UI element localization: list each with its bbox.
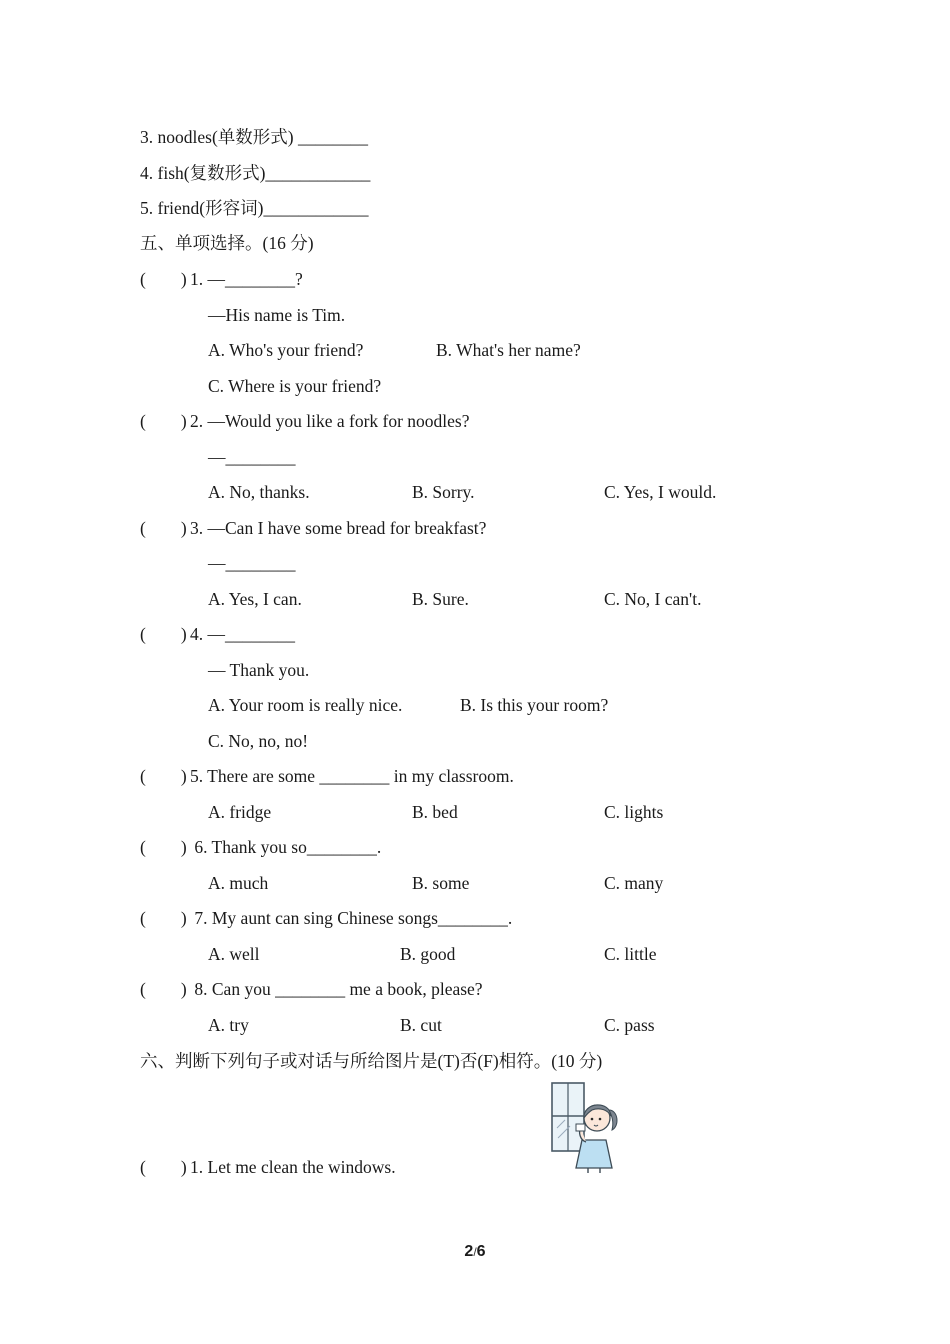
question-3-option-a: A. Yes, I can. — [208, 589, 302, 609]
page-total: 6 — [476, 1243, 486, 1260]
answer-blank-q1[interactable]: ( ) — [140, 269, 187, 289]
section6-heading: 六、判断下列句子或对话与所给图片是(T)否(F)相符。(10 分) — [140, 1051, 603, 1071]
answer-blank-q7[interactable]: ( ) — [140, 908, 187, 928]
question-3-option-c: C. No, I can't. — [604, 589, 702, 609]
question-5-option-a: A. fridge — [208, 802, 272, 822]
question-1-option-a: A. Who's your friend? — [208, 340, 364, 360]
question-2-option-b: B. Sorry. — [412, 482, 475, 502]
question-5-option-b: B. bed — [412, 802, 458, 822]
question-2-option-a: A. No, thanks. — [208, 482, 310, 502]
question-8-option-c: C. pass — [604, 1015, 655, 1035]
question-1-option-b: B. What's her name? — [436, 340, 581, 360]
question-6-option-c: C. many — [604, 873, 664, 893]
question-4-stem: 4. —________ — [190, 624, 295, 644]
question-8-stem: 8. Can you ________ me a book, please? — [190, 979, 483, 999]
question-6-option-b: B. some — [412, 873, 470, 893]
question-8-option-b: B. cut — [400, 1015, 442, 1035]
question-3-option-b: B. Sure. — [412, 589, 469, 609]
question-3-stem: 3. —Can I have some bread for breakfast? — [190, 518, 487, 538]
question-1-reply: —His name is Tim. — [208, 305, 346, 325]
question-1-option-c: C. Where is your friend? — [208, 376, 382, 396]
page-current: 2 — [464, 1243, 474, 1260]
question-7-stem: 7. My aunt can sing Chinese songs________. — [190, 908, 513, 928]
question-6-stem: 6. Thank you so________. — [190, 837, 382, 857]
question-3-reply: —________ — [208, 553, 296, 573]
question-6-option-a: A. much — [208, 873, 269, 893]
question-4-option-b: B. Is this your room? — [460, 695, 609, 715]
question-7-option-a: A. well — [208, 944, 260, 964]
question-7-option-c: C. little — [604, 944, 657, 964]
question-1-stem: 1. —________? — [190, 269, 303, 289]
fill-item-4: 4. fish(复数形式)____________ — [140, 163, 371, 183]
girl-cleaning-window-illustration — [548, 1080, 624, 1176]
fill-item-3: 3. noodles(单数形式) ________ — [140, 127, 368, 147]
question-2-stem: 2. —Would you like a fork for noodles? — [190, 411, 470, 431]
answer-blank-q3[interactable]: ( ) — [140, 518, 187, 538]
page-separator: / — [473, 1245, 477, 1259]
answer-blank-s6-q1[interactable]: ( ) — [140, 1157, 187, 1177]
question-7-option-b: B. good — [400, 944, 456, 964]
question-4-option-a: A. Your room is really nice. — [208, 695, 403, 715]
question-2-option-c: C. Yes, I would. — [604, 482, 717, 502]
question-4-reply: — Thank you. — [208, 660, 310, 680]
page-number — [0, 1243, 950, 1261]
question-2-reply: —________ — [208, 447, 296, 467]
question-5-option-c: C. lights — [604, 802, 664, 822]
answer-blank-q8[interactable]: ( ) — [140, 979, 187, 999]
answer-blank-q5[interactable]: ( ) — [140, 766, 187, 786]
answer-blank-q4[interactable]: ( ) — [140, 624, 187, 644]
answer-blank-q6[interactable]: ( ) — [140, 837, 187, 857]
question-4-option-c: C. No, no, no! — [208, 731, 309, 751]
question-5-stem: 5. There are some ________ in my classroom. — [190, 766, 514, 786]
fill-item-5: 5. friend(形容词)____________ — [140, 198, 369, 218]
section5-heading: 五、单项选择。(16 分) — [140, 233, 314, 253]
answer-blank-q2[interactable]: ( ) — [140, 411, 187, 431]
section6-question-1: 1. Let me clean the windows. — [190, 1157, 396, 1177]
question-8-option-a: A. try — [208, 1015, 249, 1035]
